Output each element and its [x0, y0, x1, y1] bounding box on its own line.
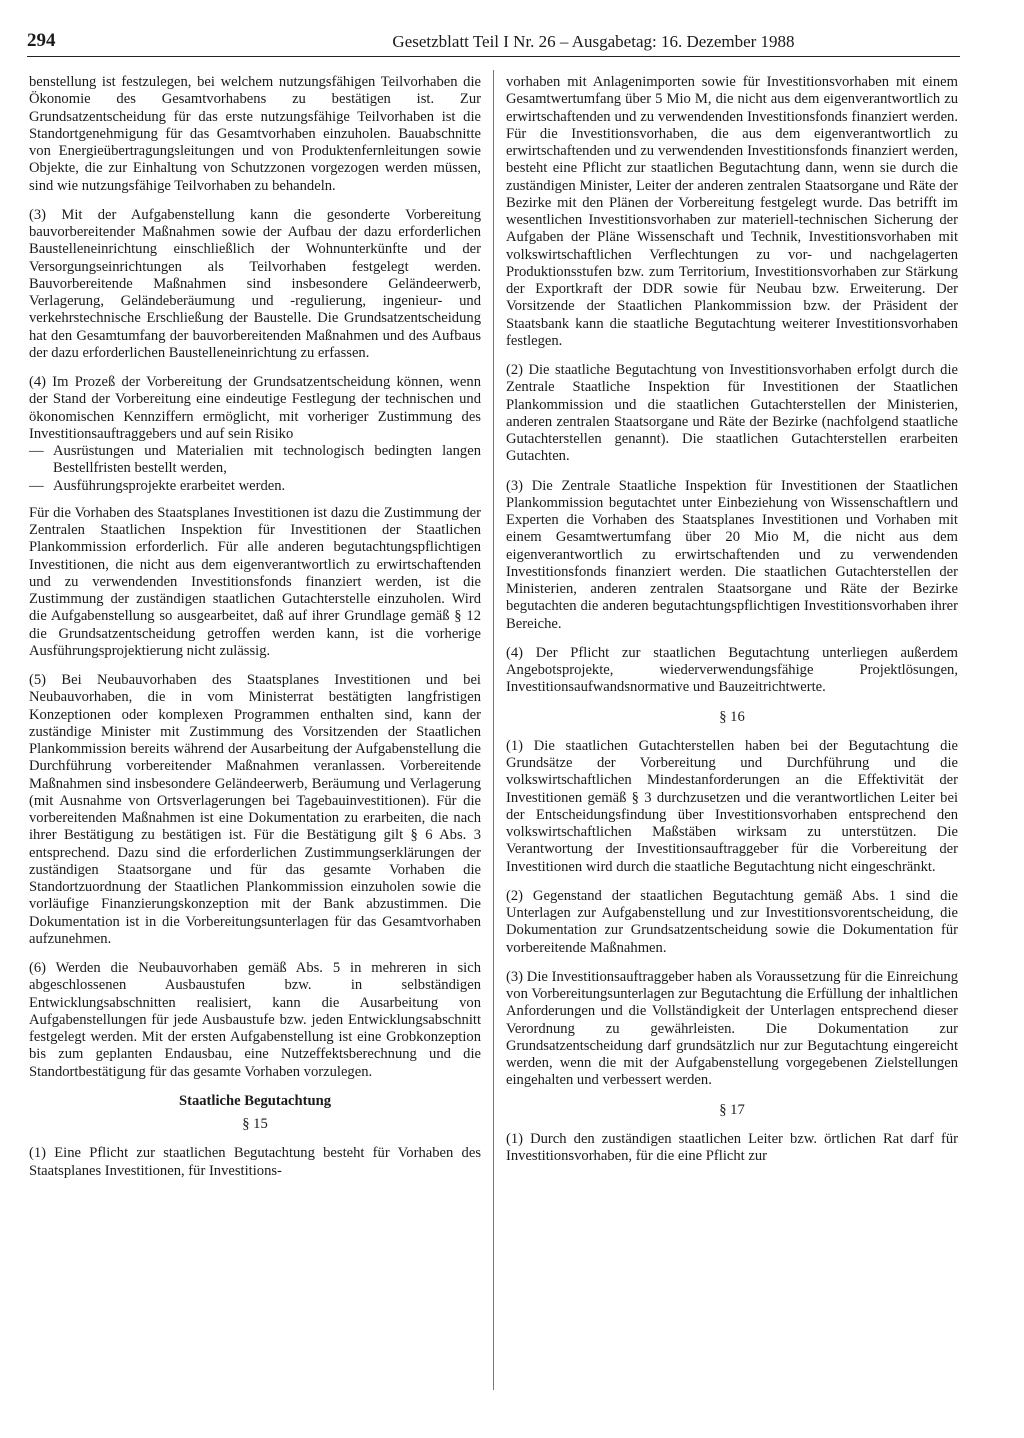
section-15-title: § 15 [242, 1116, 268, 1132]
paragraph-5: (5) Bei Neubauvorhaben des Staatsplanes Investitionen und bei Neubauvorhaben, die in vom Ministerrat bestätigten langfristigen Konzeptionen oder komplexen Programmen enthalten sind, kann der zuständige Minister mit Zustimmung des Vorsitzenden der Staatlichen Plankommission bereits während der Ausarbeitung der Aufgabenstellung die Durchführung vorbereitender Maßnahmen veranlassen. Vorbereitende Maßnahmen sind insbesondere Geländeerwerb, Beräumung und Verlagerung (mit Ausnahme von Ortsverlagerungen bei Tagebauinvestitionen). Für die vorbereitenden Maßnahmen ist eine Dokumentation zu erarbeiten, die nach ihrer Bestätigung zu bestätigen ist. Für die Bestätigung gilt § 6 Abs. 3 entsprechend. Dazu sind die erforderlichen Zustimmungserklärungen der zuständigen Staatsorgane und für das gesamte Vorhaben die Standortzuordnung der Staatlichen Plankommission einzuholen sowie die vorläufige Finanzierungskonzeption mit der Bank abzustimmen. Die Dokumentation ist in die Vorbereitungsunterlagen für das Gesamtvorhaben aufzunehmen. [29, 672, 481, 947]
list-item [29, 443, 481, 478]
right-column [506, 74, 958, 1177]
page-header [27, 28, 960, 57]
paragraph-4-continued: Für die Vorhaben des Staatsplanes Investitionen ist dazu die Zustimmung der Zentralen Staatlichen Inspektion für Investitionen der Staatlichen Plankommission erforderlich. Für alle anderen begutachtungspflichtigen Investitionen, die nicht aus dem eigenverantwortlich zu erwirtschaftenden und zu verwendenden Investitionsfonds finanziert werden, ist die Zustimmung der zuständigen staatlichen Gutachterstelle einzuholen. Wird die Aufgabenstellung so ausgearbeitet, daß auf ihrer Grundlage gemäß § 12 die Grundsatzentscheidung getroffen werden kann, ist die vorherige Ausführungsprojektierung nicht zulässig. [29, 504, 481, 659]
page-number: 294 [27, 30, 56, 51]
section-17-title: § 17 [719, 1101, 745, 1118]
section-16-title: § 16 [719, 708, 745, 725]
running-head: Gesetzblatt Teil I Nr. 26 – Ausgabetag: 16. Dezember 1988 [392, 32, 795, 51]
section-15-paragraph-3: (3) Die Zentrale Staatliche Inspektion für Investitionen der Staatlichen Plankommission begutachtet unter Einbeziehung von Wissenschaftlern und Experten die Vorhaben des Staatsplanes Investitionen und Vorhaben mit einem Gesamtwertumfang über 20 Mio M, die nicht aus dem eigenverantwortlich zu erwirtschaftenden und zu verwendenden Investitionsfonds finanziert werden. Die staatlichen Gutachterstellen der Ministerien, anderen zentralen Staatsorgane und Räte der Bezirke begutachten die anderen begutachtungspflichtigen Investitionsvorhaben ihrer Bereiche. [506, 477, 958, 632]
section-17-paragraph-1: (1) Durch den zuständigen staatlichen Leiter bzw. örtlichen Rat darf für Investitionsvorhaben, für die eine Pflicht zur [506, 1130, 958, 1164]
section-16-paragraph-3: (3) Die Investitionsauftraggeber haben als Voraussetzung für die Einreichung von Vorbereitungsunterlagen zur Begutachtung die Erfüllung der inhaltlichen Anforderungen und die Vollständigkeit der Unterlagen entsprechend dieser Verordnung zu gewährleisten. Die Dokumentation zur Grundsatzentscheidung darf grundsätzlich nur zur Begutachtung eingereicht werden, wenn die mit der Aufgabenstellung vorgegebenen Zielstellungen eingehalten und verbessert werden. [506, 968, 958, 1089]
section-15-paragraph-4: (4) Der Pflicht zur staatlichen Begutachtung unterliegen außerdem Angebotsprojekte, wiederverwendungsfähige Projektlösungen, Investitionsaufwandsnormative und Bauzeitrichtwerte. [506, 644, 958, 696]
paragraph-continued: benstellung ist festzulegen, bei welchem nutzungsfähigen Teilvorhaben die Ökonomie des Gesamtvorhabens zu bestätigen ist. Zur Grundsatzentscheidung für das erste nutzungsfähige Teilvorhaben ist die Standortgenehmigung für das Gesamtvorhaben einzuholen. Bauabschnitte von Energieübertragungsleitungen und von Produktenfernleitungen sowie Objekte, die zur Einhaltung von Schutzzonen vorgezogen werden müssen, sind wie nutzungsfähige Teilvorhaben zu behandeln. [29, 74, 481, 194]
dash-list [29, 443, 481, 495]
section-16-paragraph-2: (2) Gegenstand der staatlichen Begutachtung gemäß Abs. 1 sind die Unterlagen zur Aufgabenstellung und zur Investitionsvorentscheidung, die Dokumentation zur Grundsatzentscheidung sowie die Dokumentation für vorbereitende Maßnahmen. [506, 887, 958, 956]
dash-marker: — [29, 477, 44, 494]
section-15-paragraph-2: (2) Die staatliche Begutachtung von Investitionsvorhaben erfolgt durch die Zentrale Staatliche Inspektion für Investitionen der Staatlichen Plankommission und die staatlichen Gutachterstellen der Ministerien, anderen zentralen Staatsorgane und Räte der Bezirke (nachfolgend staatliche Gutachterstellen genannt). Die staatlichen Gutachterstellen erarbeiten Gutachten. [506, 362, 958, 465]
left-column [29, 74, 481, 1192]
section-16-paragraph-1: (1) Die staatlichen Gutachterstellen haben bei der Begutachtung die Grundsätze der Vorbereitung und Durchführung und die volkswirtschaftlichen Mindestanforderungen an die Effektivität der Investitionen gemäß § 3 durchzusetzen und die verantwortlichen Leiter bei der Entscheidungsfindung über Investitionsvorhaben entsprechend den volkswirtschaftlichen Maßstäben wirksam zu unterstützen. Die Verantwortung der Investitionsauftraggeber für die Vorbereitung der Investitionen wird durch die staatliche Begutachtung nicht eingeschränkt. [506, 737, 958, 875]
dash-marker: — [29, 443, 44, 459]
paragraph-3: (3) Mit der Aufgabenstellung kann die gesonderte Vorbereitung bauvorbereitender Maßnahmen sowie der Aufbau der dazu erforderlichen Baustelleneinrichtung einschließlich der Wohnunterkünfte und der Versorgungseinrichtungen als Teilvorhaben festgelegt werden. Bauvorbereitende Maßnahmen sind insbesondere Geländeerwerb, Verlagerung, Geländeberäumung und -regulierung, ingenieur- und verkehrstechnische Erschließung der Baustelle. Die Grundsatzentscheidung hat den Gesamtumfang der bauvorbereitenden Maßnahmen und des Aufbaus der dazu erforderlichen Baustelleneinrichtung zu erfassen. [29, 206, 481, 361]
section-heading: Staatliche Begutachtung [178, 1092, 332, 1109]
section-15-paragraph-1: (1) Eine Pflicht zur staatlichen Begutachtung besteht für Vorhaben des Staatsplanes Investitionen, für Investitions- [29, 1145, 481, 1179]
list-item-text: Ausführungsprojekte erarbeitet werden. [53, 477, 286, 494]
section-15-paragraph-1-continued: vorhaben mit Anlagenimporten sowie für Investitionsvorhaben mit einem Gesamtwertumfang über 5 Mio M, die nicht aus dem eigenverantwortlich zu erwirtschaftenden und zu verwendenden Investitionsfonds finanziert werden. Für die Investitionsvorhaben, die aus dem eigenverantwortlich zu erwirtschaftenden und zu verwendenden Investitionsfonds finanziert werden, besteht eine Pflicht zur staatlichen Begutachtung dann, wenn sie durch die zuständigen Minister, Leiter der anderen zentralen Staatsorgane und Räte der Bezirke mit den Plänen der Vorbereitung festgelegt wurde. Das betrifft im wesentlichen Investitionsvorhaben zur materiell-technischen Sicherung der Aufgaben der Pläne Wissenschaft und Technik, Investitionsvorhaben mit volkswirtschaftlichen Verflechtungen zu vor- und nachgelagerten Produktionsstufen bzw. zum Territorium, Investitionsvorhaben zur Stärkung der Exportkraft der DDR sowie für Neubau bzw. Erweiterung. Der Vorsitzende der Staatlichen Plankommission bzw. der Präsident der Staatsbank kann die staatliche Begutachtung weiterer Investitionsvorhaben festlegen. [506, 74, 958, 349]
paragraph-4: (4) Im Prozeß der Vorbereitung der Grundsatzentscheidung können, wenn der Stand der Vorbereitung eine eindeutige Festlegung der technischen und ökonomischen Kennziffern ermöglicht, mit vorheriger Zustimmung des Investitionsauftraggebers und auf sein Risiko [29, 374, 481, 442]
list-item-text: Ausrüstungen und Materialien mit technologisch bedingten langen Bestellfristen bestellt werden, [53, 443, 481, 477]
paragraph-6: (6) Werden die Neubauvorhaben gemäß Abs. 5 in mehreren in sich abgeschlossenen Ausbaustufen bzw. in selbständigen Entwicklungsabschnitten realisiert, kann die Ausarbeitung von Aufgabenstellungen für jede Ausbaustufe bzw. jeden Entwicklungsabschnitt festgelegt werden. Mit der ersten Aufgabenstellung ist eine Grobkonzeption bis zum geplanten Endausbau, eine Nutzeffektsberechnung und die Standortbestätigung für das gesamte Vorhaben vorzulegen. [29, 960, 481, 1080]
list-item [29, 478, 481, 495]
column-divider [493, 70, 494, 1390]
